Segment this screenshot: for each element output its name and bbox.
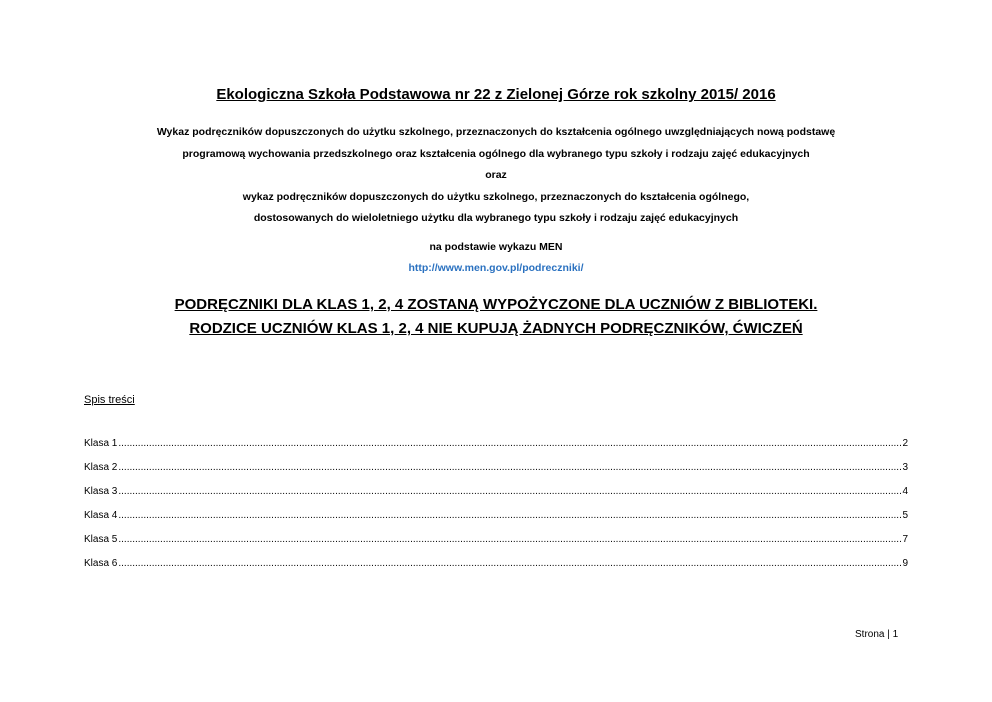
toc-entry-klasa-4[interactable] xyxy=(84,510,908,534)
toc-entry-klasa-6[interactable] xyxy=(84,558,908,582)
document-title: Ekologiczna Szkoła Podstawowa nr 22 z Zielonej Górze rok szkolny 2015/ 2016 xyxy=(216,86,776,103)
toc-leader-dots xyxy=(118,438,901,449)
toc-entry-label: Klasa 5 xyxy=(84,534,118,545)
men-link[interactable] xyxy=(0,258,992,280)
men-link-anchor[interactable]: http://www.men.gov.pl/podreczniki/ xyxy=(408,262,584,274)
intro-paragraph xyxy=(0,122,992,230)
toc-entry-page: 2 xyxy=(902,438,908,449)
toc-entry-label: Klasa 4 xyxy=(84,510,118,521)
intro-line: programową wychowania przedszkolnego oraz kształcenia ogólnego dla wybranego typu szkoły i rodzaju zajęć edukacyjnych xyxy=(182,147,810,160)
toc-leader-dots xyxy=(118,486,901,497)
men-source-label: na podstawie wykazu MEN xyxy=(429,241,563,253)
toc-entry-page: 4 xyxy=(902,486,908,497)
toc-heading: Spis treści xyxy=(84,394,135,406)
intro-line: oraz xyxy=(485,169,507,181)
toc-leader-dots xyxy=(118,510,901,521)
page-footer: Strona | 1 xyxy=(855,629,899,640)
intro-line: dostosowanych do wieloletniego użytku dla wybranego typu szkoły i rodzaju zajęć edukacyjnych xyxy=(253,212,739,224)
toc-entry-label: Klasa 6 xyxy=(84,558,118,569)
notice-line: RODZICE UCZNIÓW KLAS 1, 2, 4 NIE KUPUJĄ ŻADNYCH PODRĘCZNIKÓW, ĆWICZEŃ xyxy=(189,320,803,337)
toc-entry-page: 3 xyxy=(902,462,908,473)
toc-entry-page: 5 xyxy=(902,510,908,521)
toc-leader-dots xyxy=(118,534,901,545)
table-of-contents xyxy=(84,438,908,582)
toc-entry-klasa-3[interactable] xyxy=(84,486,908,510)
toc-leader-dots xyxy=(118,558,901,569)
toc-entry-label: Klasa 2 xyxy=(84,462,118,473)
toc-entry-klasa-1[interactable] xyxy=(84,438,908,462)
toc-entry-label: Klasa 3 xyxy=(84,486,118,497)
notice-block xyxy=(0,293,992,341)
toc-entry-label: Klasa 1 xyxy=(84,438,118,449)
intro-line: Wykaz podręczników dopuszczonych do użytku szkolnego, przeznaczonych do kształcenia ogólnego uwzględniających nową podstawę xyxy=(156,126,836,138)
toc-entry-page: 7 xyxy=(902,534,908,545)
toc-entry-page: 9 xyxy=(902,558,908,569)
notice-line: PODRĘCZNIKI DLA KLAS 1, 2, 4 ZOSTANĄ WYPOŻYCZONE DLA UCZNIÓW Z BIBLIOTEKI. xyxy=(174,296,818,313)
toc-entry-klasa-5[interactable] xyxy=(84,534,908,558)
intro-line: wykaz podręczników dopuszczonych do użytku szkolnego, przeznaczonych do kształcenia ogólnego, xyxy=(242,190,750,203)
toc-entry-klasa-2[interactable] xyxy=(84,462,908,486)
toc-leader-dots xyxy=(118,462,901,473)
